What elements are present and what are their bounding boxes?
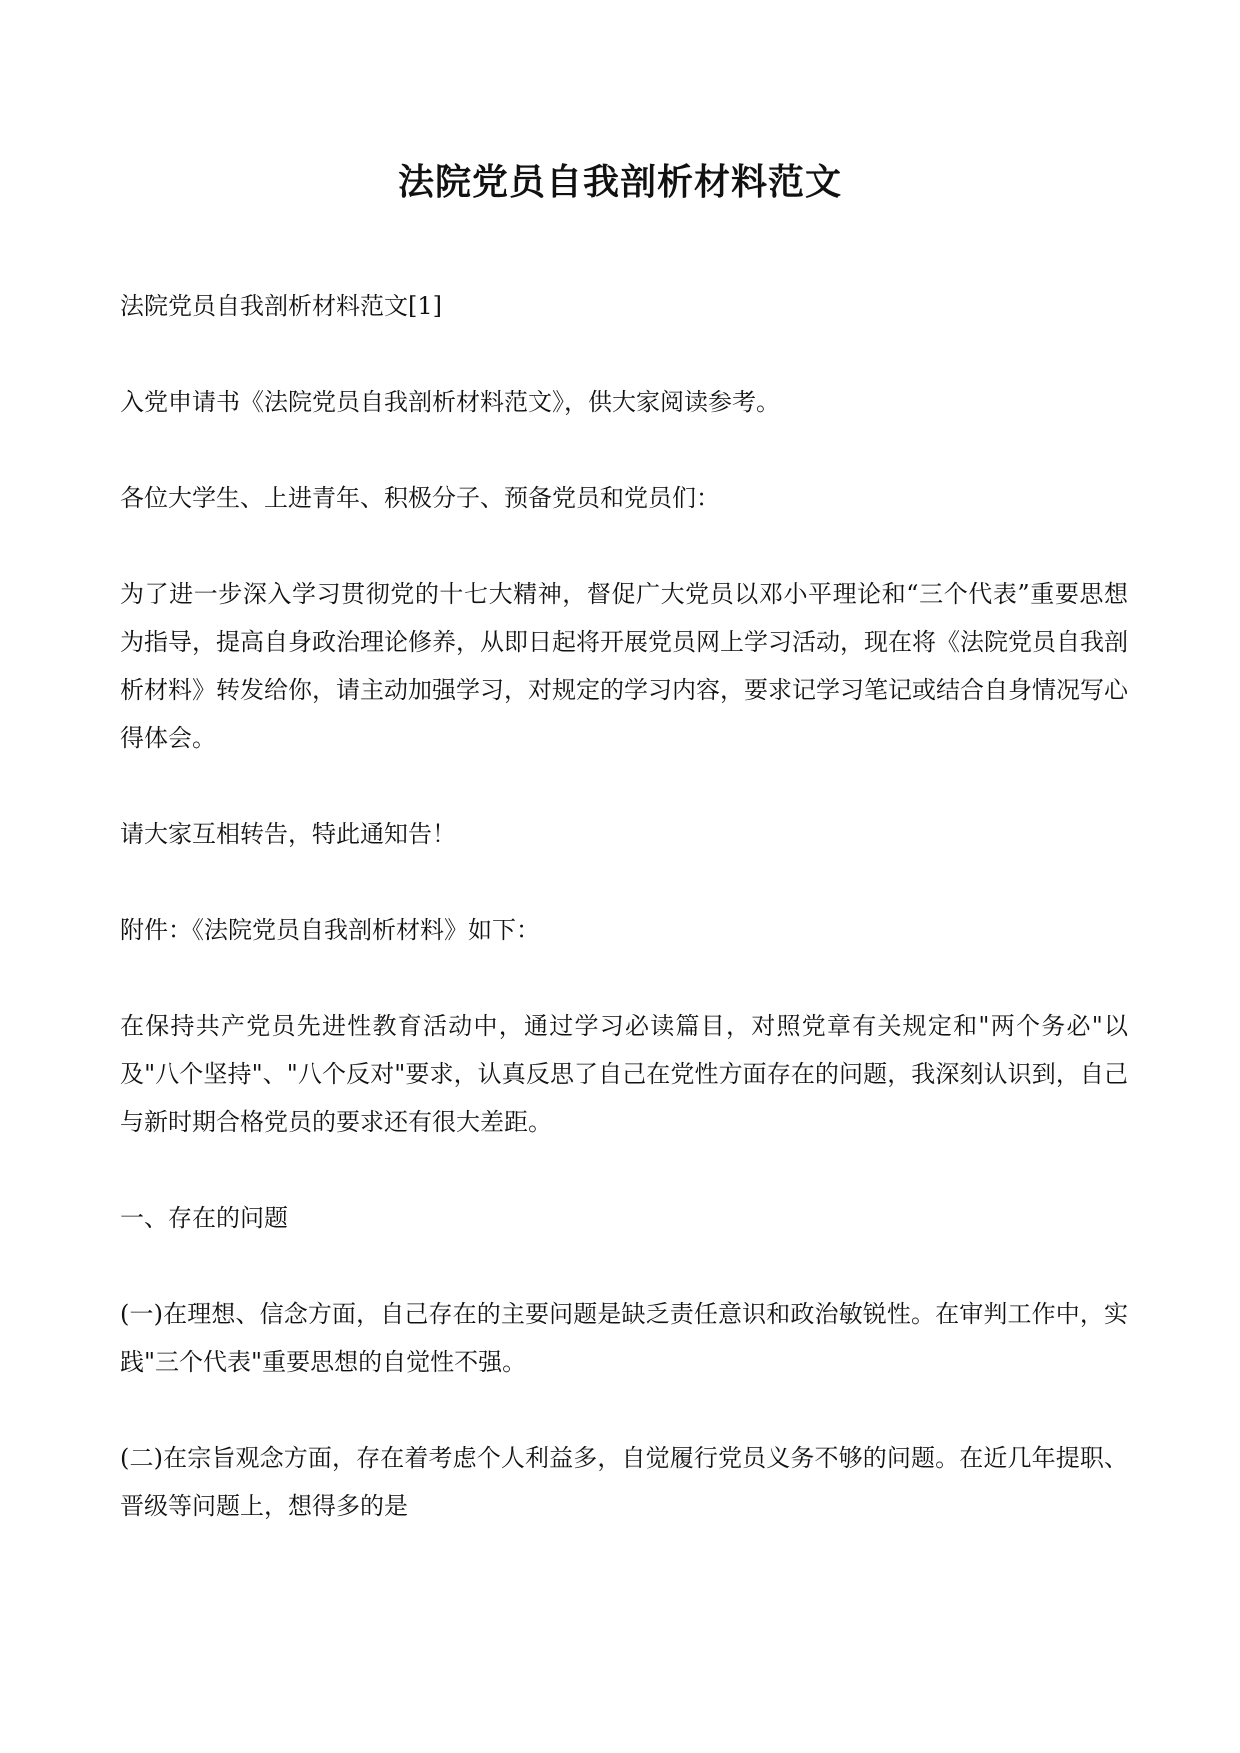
paragraph-subtitle: 法院党员自我剖析材料范文[1] [120,292,442,320]
paragraph-forward-request: 请大家互相转告，特此通知告！ [120,820,456,848]
document-title: 法院党员自我剖析材料范文 [397,161,842,203]
paragraph-reflection: 在保持共产党员先进性教育活动中，通过学习必读篇目，对照党章有关规定和"两个务必"以及"八个坚持"、"八个反对"要求，认真反思了自己在党性方面存在的问题，我深刻认识到，自己与新时期合格党员的要求还有很大差距。 [120,1012,1128,1136]
paragraph-attachment-label: 附件：《法院党员自我剖析材料》如下： [120,916,540,944]
paragraph-problem-2: (二)在宗旨观念方面，存在着考虑个人利益多，自觉履行党员义务不够的问题。在近几年提职、晋级等问题上，想得多的是 [120,1444,1128,1520]
paragraph-intro: 入党申请书《法院党员自我剖析材料范文》，供大家阅读参考。 [120,388,780,416]
paragraph-problem-1: (一)在理想、信念方面，自己存在的主要问题是缺乏责任意识和政治敏锐性。在审判工作中，实践"三个代表"重要思想的自觉性不强。 [120,1300,1128,1376]
paragraph-notice: 为了进一步深入学习贯彻党的十七大精神，督促广大党员以邓小平理论和“三个代表”重要思想为指导，提高自身政治理论修养，从即日起将开展党员网上学习活动，现在将《法院党员自我剖析材料》转发给你，请主动加强学习，对规定的学习内容，要求记学习笔记或结合自身情况写心得体会。 [120,580,1128,752]
paragraph-salutation: 各位大学生、上进青年、积极分子、预备党员和党员们： [120,484,720,512]
section-heading-problems: 一、存在的问题 [120,1204,288,1232]
